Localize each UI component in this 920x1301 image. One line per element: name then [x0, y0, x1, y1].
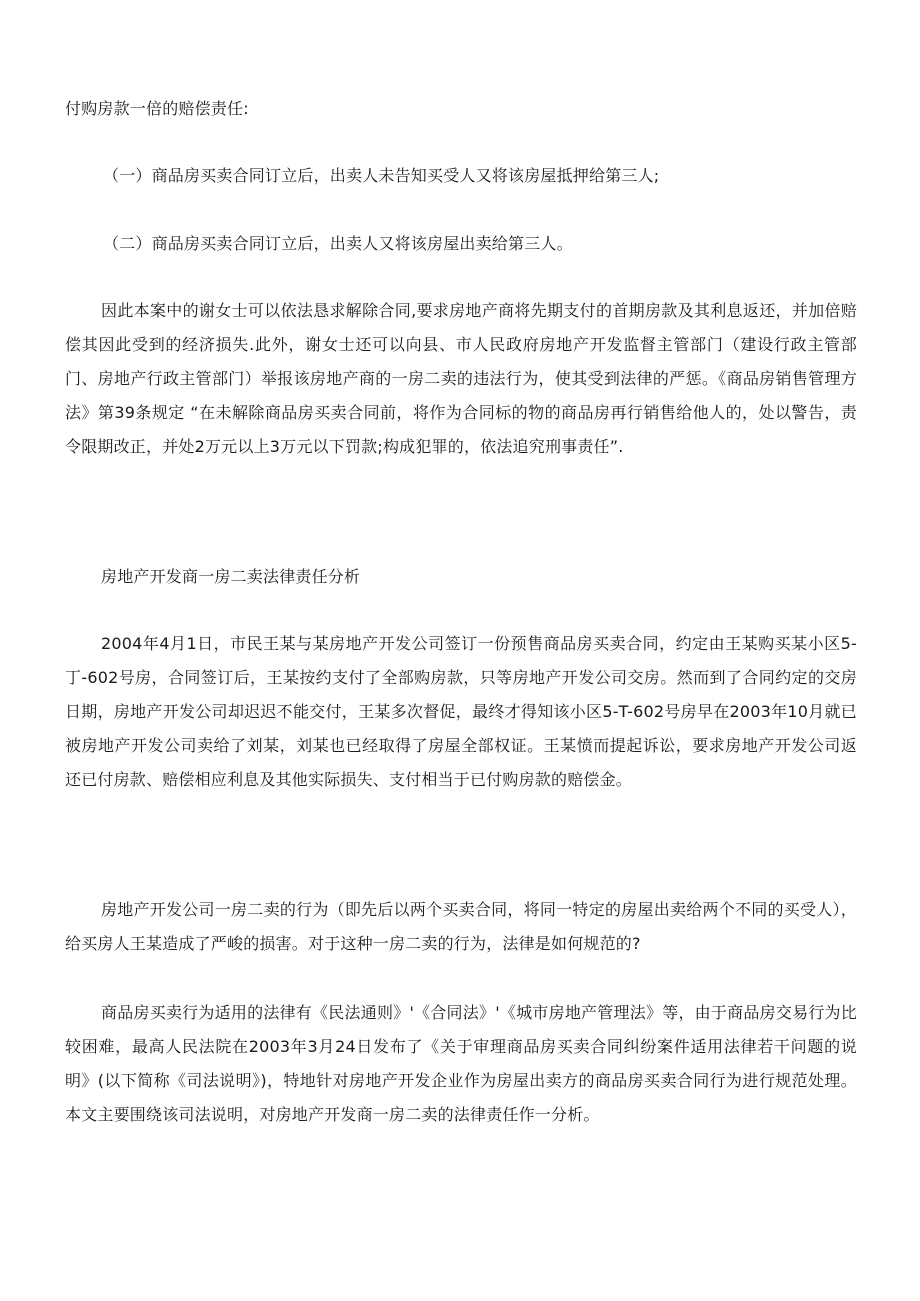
paragraph-double-sale-definition: 房地产开发公司一房二卖的行为（即先后以两个买卖合同，将同一特定的房屋出卖给两个不同的买受人），给买房人王某造成了严峻的损害。对于这种一房二卖的行为，法律是如何规范的? [65, 900, 857, 953]
list-item-mortgage-third-party: （一）商品房买卖合同订立后，出卖人未告知买受人又将该房屋抵押给第三人; [103, 166, 660, 185]
paragraph-liability-intro: 付购房款一倍的赔偿责任: [65, 99, 249, 118]
section-heading: 房地产开发商一房二卖法律责任分析 [101, 567, 361, 586]
paragraph-applicable-law: 商品房买卖行为适用的法律有《民法通则》'《合同法》'《城市房地产管理法》等，由于商品房交易行为比较困难，最高人民法院在2003年3月24日发布了《关于审理商品房买卖合同纠纷案件适用法律若干问题的说明》(以下简称《司法说明》)，特地针对房地产开发企业作为房屋出卖方的商品房买卖合同行为进行规范处理。本文主要围绕该司法说明，对房地产开发商一房二卖的法律责任作一分析。 [65, 1003, 857, 1124]
list-item-resale-third-party: （二）商品房买卖合同订立后，出卖人又将该房屋出卖给第三人。 [103, 234, 573, 253]
paragraph-case-facts: 2004年4月1日，市民王某与某房地产开发公司签订一份预售商品房买卖合同，约定由王某购买某小区5-丁-602号房，合同签订后，王某按约支付了全部购房款，只等房地产开发公司交房。然而到了合同约定的交房日期，房地产开发公司却迟迟不能交付，王某多次督促，最终才得知该小区5-T-602号房早在2003年10月就已被房地产开发公司卖给了刘某，刘某也已经取得了房屋全部权证。王某愤而提起诉讼，要求房地产开发公司返还已付房款、赔偿相应利息及其他实际损失、支付相当于已付购房款的赔偿金。 [65, 634, 857, 789]
paragraph-case-remedy: 因此本案中的谢女士可以依法恳求解除合同,要求房地产商将先期支付的首期房款及其利息返还，并加倍赔偿其因此受到的经济损失.此外，谢女士还可以向县、市人民政府房地产开发监督主管部门（建设行政主管部门、房地产行政主管部门）举报该房地产商的一房二卖的违法行为，使其受到法律的严惩。《商品房销售管理方法》第39条规定 “在未解除商品房买卖合同前，将作为合同标的物的商品房再行销售给他人的，处以警告，责令限期改正，并处2万元以上3万元以下罚款;构成犯罪的，依法追究刑事责任”. [65, 301, 857, 456]
